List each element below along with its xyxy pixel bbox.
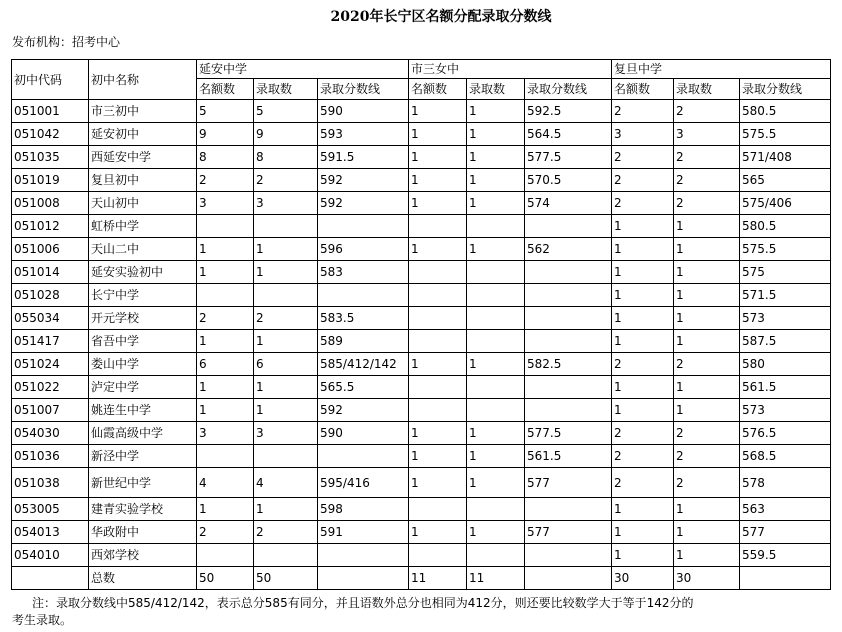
fudan-score-cell: 575 <box>740 261 831 284</box>
school-name-cell: 新世纪中学 <box>89 468 197 498</box>
fudan-quota-cell: 2 <box>612 353 674 376</box>
yanan-quota-cell: 8 <box>197 146 254 169</box>
school-code-cell: 051014 <box>12 261 89 284</box>
yanan-quota-cell: 1 <box>197 261 254 284</box>
yanan-quota-cell <box>197 544 254 567</box>
yanan-admitted-cell: 1 <box>254 376 318 399</box>
fudan-quota-cell: 2 <box>612 445 674 468</box>
yanan-admitted-cell: 1 <box>254 498 318 521</box>
yanan-admitted-cell: 3 <box>254 192 318 215</box>
table-row <box>12 521 831 544</box>
fudan-score-cell: 568.5 <box>740 445 831 468</box>
shisan-score-cell: 577.5 <box>525 146 612 169</box>
table-row <box>12 192 831 215</box>
yanan-score-cell <box>318 215 409 238</box>
fudan-score-cell: 575.5 <box>740 238 831 261</box>
shisan-admitted-cell: 1 <box>467 238 525 261</box>
shisan-admitted-cell <box>467 330 525 353</box>
yanan-admitted-cell: 1 <box>254 261 318 284</box>
fudan-admitted-cell: 2 <box>674 192 740 215</box>
yanan-score-cell <box>318 544 409 567</box>
school-name-cell: 开元学校 <box>89 307 197 330</box>
fudan-score-cell: 561.5 <box>740 376 831 399</box>
fudan-admitted-cell: 2 <box>674 146 740 169</box>
school-code-cell <box>12 567 89 590</box>
yanan-score-cell: 592 <box>318 169 409 192</box>
school-code-cell: 051012 <box>12 215 89 238</box>
yanan-admitted-cell <box>254 544 318 567</box>
fudan-admitted-cell: 1 <box>674 399 740 422</box>
yanan-quota-cell: 2 <box>197 307 254 330</box>
shisan-admitted-cell: 1 <box>467 468 525 498</box>
school-code-cell: 053005 <box>12 498 89 521</box>
yanan-admitted-cell: 4 <box>254 468 318 498</box>
table-row <box>12 307 831 330</box>
yanan-score-cell <box>318 284 409 307</box>
school-code-cell: 051019 <box>12 169 89 192</box>
yanan-quota-cell: 3 <box>197 192 254 215</box>
fudan-score-cell: 575/406 <box>740 192 831 215</box>
yanan-score-cell: 590 <box>318 422 409 445</box>
header-score: 录取分数线 <box>525 79 612 100</box>
header-group-fudan: 复旦中学 <box>612 60 831 79</box>
fudan-quota-cell: 1 <box>612 215 674 238</box>
fudan-quota-cell: 1 <box>612 261 674 284</box>
yanan-quota-cell: 2 <box>197 169 254 192</box>
school-code-cell: 051417 <box>12 330 89 353</box>
fudan-admitted-cell: 2 <box>674 468 740 498</box>
yanan-quota-cell: 2 <box>197 521 254 544</box>
shisan-score-cell <box>525 215 612 238</box>
fudan-admitted-cell: 2 <box>674 169 740 192</box>
shisan-quota-cell: 1 <box>409 123 467 146</box>
shisan-admitted-cell: 1 <box>467 192 525 215</box>
school-name-cell: 仙霞高级中学 <box>89 422 197 445</box>
table-row <box>12 261 831 284</box>
fudan-score-cell <box>740 567 831 590</box>
fudan-quota-cell: 1 <box>612 284 674 307</box>
shisan-quota-cell <box>409 215 467 238</box>
fudan-quota-cell: 30 <box>612 567 674 590</box>
yanan-quota-cell: 6 <box>197 353 254 376</box>
school-name-cell: 长宁中学 <box>89 284 197 307</box>
school-name-cell: 姚连生中学 <box>89 399 197 422</box>
table-row <box>12 100 831 123</box>
fudan-quota-cell: 2 <box>612 468 674 498</box>
shisan-admitted-cell: 1 <box>467 100 525 123</box>
yanan-admitted-cell: 8 <box>254 146 318 169</box>
shisan-admitted-cell: 1 <box>467 146 525 169</box>
fudan-quota-cell: 1 <box>612 376 674 399</box>
shisan-admitted-cell <box>467 307 525 330</box>
yanan-score-cell: 590 <box>318 100 409 123</box>
shisan-quota-cell <box>409 544 467 567</box>
fudan-admitted-cell: 1 <box>674 376 740 399</box>
shisan-admitted-cell: 1 <box>467 169 525 192</box>
shisan-admitted-cell: 1 <box>467 422 525 445</box>
school-name-cell: 天山二中 <box>89 238 197 261</box>
shisan-quota-cell <box>409 330 467 353</box>
shisan-score-cell <box>525 567 612 590</box>
school-name-cell: 复旦初中 <box>89 169 197 192</box>
table-row <box>12 169 831 192</box>
shisan-score-cell: 577 <box>525 521 612 544</box>
yanan-quota-cell: 1 <box>197 238 254 261</box>
fudan-score-cell: 577 <box>740 521 831 544</box>
yanan-score-cell: 583 <box>318 261 409 284</box>
yanan-score-cell: 593 <box>318 123 409 146</box>
yanan-admitted-cell: 2 <box>254 307 318 330</box>
score-table <box>11 59 831 590</box>
yanan-quota-cell: 1 <box>197 399 254 422</box>
yanan-admitted-cell: 50 <box>254 567 318 590</box>
shisan-admitted-cell <box>467 215 525 238</box>
yanan-quota-cell: 5 <box>197 100 254 123</box>
fudan-admitted-cell: 1 <box>674 238 740 261</box>
header-admitted: 录取数 <box>254 79 318 100</box>
fudan-admitted-cell: 1 <box>674 498 740 521</box>
yanan-score-cell: 592 <box>318 192 409 215</box>
shisan-score-cell <box>525 544 612 567</box>
table-row <box>12 238 831 261</box>
yanan-score-cell: 589 <box>318 330 409 353</box>
shisan-score-cell <box>525 307 612 330</box>
yanan-quota-cell <box>197 284 254 307</box>
school-name-cell: 泸定中学 <box>89 376 197 399</box>
shisan-admitted-cell <box>467 544 525 567</box>
yanan-admitted-cell: 1 <box>254 399 318 422</box>
header-score: 录取分数线 <box>740 79 831 100</box>
shisan-admitted-cell: 1 <box>467 445 525 468</box>
fudan-quota-cell: 1 <box>612 498 674 521</box>
publisher-label: 发布机构：招考中心 <box>12 35 121 49</box>
shisan-quota-cell: 1 <box>409 521 467 544</box>
table-row <box>12 498 831 521</box>
fudan-score-cell: 578 <box>740 468 831 498</box>
fudan-score-cell: 587.5 <box>740 330 831 353</box>
fudan-admitted-cell: 2 <box>674 100 740 123</box>
header-quota: 名额数 <box>612 79 674 100</box>
shisan-score-cell: 582.5 <box>525 353 612 376</box>
school-name-cell: 延安初中 <box>89 123 197 146</box>
header-quota: 名额数 <box>409 79 467 100</box>
school-name-cell: 天山初中 <box>89 192 197 215</box>
fudan-score-cell: 580.5 <box>740 215 831 238</box>
shisan-score-cell: 574 <box>525 192 612 215</box>
shisan-quota-cell <box>409 399 467 422</box>
fudan-admitted-cell: 1 <box>674 215 740 238</box>
fudan-admitted-cell: 1 <box>674 307 740 330</box>
shisan-score-cell: 577.5 <box>525 422 612 445</box>
school-code-cell: 051007 <box>12 399 89 422</box>
yanan-quota-cell <box>197 445 254 468</box>
shisan-score-cell: 577 <box>525 468 612 498</box>
shisan-quota-cell: 1 <box>409 192 467 215</box>
header-row-groups <box>12 60 831 79</box>
header-group-yanan: 延安中学 <box>197 60 409 79</box>
yanan-quota-cell: 3 <box>197 422 254 445</box>
header-name: 初中名称 <box>89 60 197 100</box>
yanan-admitted-cell: 2 <box>254 521 318 544</box>
table-row <box>12 544 831 567</box>
fudan-admitted-cell: 2 <box>674 445 740 468</box>
table-row <box>12 376 831 399</box>
yanan-score-cell: 585/412/142 <box>318 353 409 376</box>
school-name-cell: 新泾中学 <box>89 445 197 468</box>
school-name-cell: 省吾中学 <box>89 330 197 353</box>
school-name-cell: 西延安中学 <box>89 146 197 169</box>
header-admitted: 录取数 <box>674 79 740 100</box>
shisan-score-cell <box>525 284 612 307</box>
fudan-score-cell: 580.5 <box>740 100 831 123</box>
table-row <box>12 330 831 353</box>
yanan-score-cell: 565.5 <box>318 376 409 399</box>
school-code-cell: 054013 <box>12 521 89 544</box>
yanan-score-cell: 591 <box>318 521 409 544</box>
fudan-admitted-cell: 2 <box>674 353 740 376</box>
school-name-cell: 娄山中学 <box>89 353 197 376</box>
shisan-quota-cell: 1 <box>409 146 467 169</box>
school-code-cell: 054010 <box>12 544 89 567</box>
yanan-quota-cell: 1 <box>197 376 254 399</box>
yanan-quota-cell: 9 <box>197 123 254 146</box>
yanan-score-cell <box>318 567 409 590</box>
shisan-admitted-cell <box>467 261 525 284</box>
yanan-quota-cell <box>197 215 254 238</box>
shisan-quota-cell <box>409 498 467 521</box>
shisan-quota-cell <box>409 307 467 330</box>
fudan-score-cell: 563 <box>740 498 831 521</box>
fudan-quota-cell: 1 <box>612 238 674 261</box>
fudan-score-cell: 580 <box>740 353 831 376</box>
shisan-quota-cell: 1 <box>409 445 467 468</box>
fudan-quota-cell: 1 <box>612 330 674 353</box>
footnote-line-2: 考生录取。 <box>12 613 73 627</box>
school-code-cell: 051028 <box>12 284 89 307</box>
shisan-quota-cell: 1 <box>409 100 467 123</box>
school-name-cell: 华政附中 <box>89 521 197 544</box>
yanan-score-cell: 583.5 <box>318 307 409 330</box>
school-code-cell: 051024 <box>12 353 89 376</box>
yanan-admitted-cell: 5 <box>254 100 318 123</box>
shisan-quota-cell: 1 <box>409 238 467 261</box>
fudan-quota-cell: 1 <box>612 544 674 567</box>
fudan-admitted-cell: 1 <box>674 544 740 567</box>
fudan-quota-cell: 2 <box>612 422 674 445</box>
shisan-score-cell: 562 <box>525 238 612 261</box>
school-name-cell: 市三初中 <box>89 100 197 123</box>
school-code-cell: 051036 <box>12 445 89 468</box>
fudan-admitted-cell: 1 <box>674 521 740 544</box>
table-row <box>12 399 831 422</box>
shisan-admitted-cell: 11 <box>467 567 525 590</box>
table-row <box>12 353 831 376</box>
yanan-score-cell: 598 <box>318 498 409 521</box>
fudan-quota-cell: 2 <box>612 192 674 215</box>
fudan-quota-cell: 1 <box>612 399 674 422</box>
fudan-score-cell: 576.5 <box>740 422 831 445</box>
shisan-quota-cell: 1 <box>409 169 467 192</box>
table-row <box>12 284 831 307</box>
fudan-admitted-cell: 2 <box>674 422 740 445</box>
shisan-admitted-cell <box>467 284 525 307</box>
yanan-quota-cell: 1 <box>197 498 254 521</box>
yanan-score-cell: 592 <box>318 399 409 422</box>
table-row <box>12 146 831 169</box>
table-row <box>12 468 831 498</box>
school-code-cell: 055034 <box>12 307 89 330</box>
school-code-cell: 051042 <box>12 123 89 146</box>
yanan-admitted-cell: 1 <box>254 330 318 353</box>
shisan-quota-cell: 1 <box>409 422 467 445</box>
fudan-score-cell: 565 <box>740 169 831 192</box>
school-name-cell: 建青实验学校 <box>89 498 197 521</box>
yanan-admitted-cell: 6 <box>254 353 318 376</box>
school-code-cell: 051022 <box>12 376 89 399</box>
yanan-quota-cell: 4 <box>197 468 254 498</box>
shisan-score-cell: 592.5 <box>525 100 612 123</box>
shisan-quota-cell <box>409 376 467 399</box>
school-code-cell: 054030 <box>12 422 89 445</box>
school-code-cell: 051001 <box>12 100 89 123</box>
shisan-score-cell <box>525 330 612 353</box>
yanan-score-cell: 596 <box>318 238 409 261</box>
shisan-admitted-cell <box>467 399 525 422</box>
fudan-admitted-cell: 3 <box>674 123 740 146</box>
fudan-quota-cell: 1 <box>612 521 674 544</box>
fudan-score-cell: 571.5 <box>740 284 831 307</box>
table-row <box>12 422 831 445</box>
school-code-cell: 051035 <box>12 146 89 169</box>
table-row <box>12 445 831 468</box>
school-name-cell: 总数 <box>89 567 197 590</box>
shisan-quota-cell: 1 <box>409 353 467 376</box>
footnote-line-1: 注：录取分数线中585/412/142，表示总分585有同分，并且语数外总分也相同为412分，则还要比较数学大于等于142分的 <box>32 596 694 610</box>
page-title: 2020年长宁区名额分配录取分数线 <box>330 9 552 25</box>
yanan-admitted-cell <box>254 215 318 238</box>
fudan-quota-cell: 2 <box>612 146 674 169</box>
fudan-score-cell: 573 <box>740 399 831 422</box>
school-code-cell: 051008 <box>12 192 89 215</box>
school-name-cell: 虹桥中学 <box>89 215 197 238</box>
fudan-admitted-cell: 1 <box>674 330 740 353</box>
shisan-admitted-cell: 1 <box>467 353 525 376</box>
table-row <box>12 215 831 238</box>
fudan-score-cell: 575.5 <box>740 123 831 146</box>
shisan-admitted-cell: 1 <box>467 123 525 146</box>
school-name-cell: 延安实验初中 <box>89 261 197 284</box>
shisan-score-cell <box>525 376 612 399</box>
fudan-admitted-cell: 30 <box>674 567 740 590</box>
shisan-score-cell <box>525 261 612 284</box>
yanan-quota-cell: 1 <box>197 330 254 353</box>
fudan-admitted-cell: 1 <box>674 261 740 284</box>
shisan-score-cell <box>525 399 612 422</box>
yanan-quota-cell: 50 <box>197 567 254 590</box>
fudan-admitted-cell: 1 <box>674 284 740 307</box>
header-group-shisan: 市三女中 <box>409 60 612 79</box>
fudan-quota-cell: 1 <box>612 307 674 330</box>
shisan-admitted-cell <box>467 498 525 521</box>
fudan-quota-cell: 2 <box>612 100 674 123</box>
fudan-score-cell: 559.5 <box>740 544 831 567</box>
shisan-score-cell <box>525 498 612 521</box>
header-quota: 名额数 <box>197 79 254 100</box>
shisan-score-cell: 561.5 <box>525 445 612 468</box>
yanan-admitted-cell <box>254 284 318 307</box>
shisan-score-cell: 564.5 <box>525 123 612 146</box>
shisan-quota-cell <box>409 261 467 284</box>
yanan-admitted-cell: 3 <box>254 422 318 445</box>
fudan-quota-cell: 3 <box>612 123 674 146</box>
yanan-admitted-cell: 2 <box>254 169 318 192</box>
table-row <box>12 123 831 146</box>
shisan-score-cell: 570.5 <box>525 169 612 192</box>
yanan-score-cell: 595/416 <box>318 468 409 498</box>
header-code: 初中代码 <box>12 60 89 100</box>
fudan-score-cell: 573 <box>740 307 831 330</box>
shisan-quota-cell: 1 <box>409 468 467 498</box>
yanan-admitted-cell: 9 <box>254 123 318 146</box>
header-score: 录取分数线 <box>318 79 409 100</box>
footnote <box>12 595 812 629</box>
yanan-admitted-cell: 1 <box>254 238 318 261</box>
yanan-admitted-cell <box>254 445 318 468</box>
school-code-cell: 051038 <box>12 468 89 498</box>
shisan-quota-cell: 11 <box>409 567 467 590</box>
school-code-cell: 051006 <box>12 238 89 261</box>
total-row <box>12 567 831 590</box>
shisan-admitted-cell <box>467 376 525 399</box>
header-admitted: 录取数 <box>467 79 525 100</box>
shisan-quota-cell <box>409 284 467 307</box>
yanan-score-cell: 591.5 <box>318 146 409 169</box>
shisan-admitted-cell: 1 <box>467 521 525 544</box>
fudan-score-cell: 571/408 <box>740 146 831 169</box>
school-name-cell: 西郊学校 <box>89 544 197 567</box>
fudan-quota-cell: 2 <box>612 169 674 192</box>
yanan-score-cell <box>318 445 409 468</box>
